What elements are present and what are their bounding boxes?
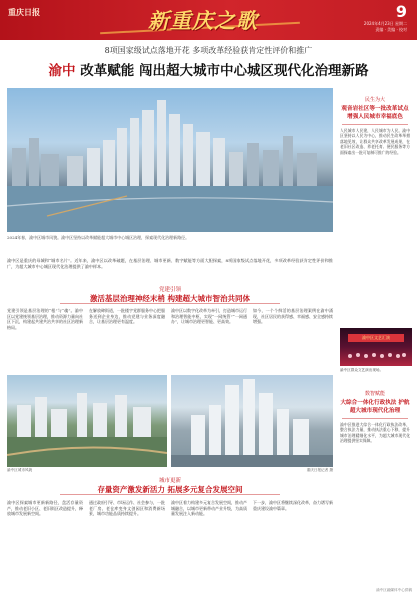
section1-column-3: 渝中区以数字化改革为牵引，打造城市运行和治理智能中枢，实现“一网统管”“一网通办”，让城市治理更智能、更高效。 [171, 308, 247, 325]
sidebar2-kicker: 数智赋能 [364, 391, 385, 397]
sidebar-story-1 [338, 88, 412, 155]
section1-column-4: 如今，一个个鲜活的基层治理案例在渝中涌现，社区居民的获得感、幸福感、安全感持续增强。 [253, 308, 333, 325]
page-number: 9 [395, 2, 407, 21]
section2-column-1: 渝中区探索城市更新新路径，盘活存量资产，推动老旧小区、老旧街区改造提升，释放城市发展新空间。 [7, 500, 83, 517]
right-photo-caption: 重庆日报记者 摄 [306, 468, 333, 472]
headline-place: 渝中 [48, 63, 76, 79]
main-photo-caption: 2024年春，渝中区城市风貌。渝中区坚持以改革赋能超大城市中心城区治理，探索现代化治理新路径。 [7, 235, 190, 240]
masthead [0, 0, 417, 40]
section1-column-2: 在解放碑街道，一批楼宇党群服务中心把服务送到企业身边，推动党建与业务深度融合，让基层治理更有温度。 [89, 308, 165, 325]
skyline-illustration [7, 88, 333, 232]
district-illustration [7, 375, 167, 467]
section2-divider [60, 494, 280, 495]
section2-title: 存量资产激发新活力 拓展多元复合发展空间 [97, 485, 243, 494]
stage-banner: 渝中区文艺汇演 [348, 334, 404, 342]
left-photo-caption: 渝中区城市风貌 [7, 468, 33, 472]
article-subhead: 8项国家级试点落地开花 多项改革经验获肯定性评价和推广 [104, 46, 313, 55]
district-aerial-photo [7, 375, 167, 467]
sidebar1-kicker: 民生为大 [364, 97, 385, 103]
article-lead: 渝中区是重庆的母城和“城市名片”。近年来，渝中区以改革破题，在基层治理、城市更新、数字赋能等方面大胆探索，8项国家级试点落地开花，多项改革经验获肯定性评价和推广，为超大城市中心城区现代化治理提供了渝中样本。 [7, 258, 333, 269]
section2-column-3: 渝中区着力构建多元复合发展空间，推动产城融合，以城市更新带动产业升级，为高质量发展注入新动能。 [171, 500, 247, 517]
stage-performance-photo [340, 328, 412, 366]
section1-kicker: 党建引领 [158, 287, 181, 293]
section2-column-2: 通过政府引导、市场运作、社会参与，一批老厂房、老仓库变身文创园区和消费新场景，城市功能品质持续提升。 [89, 500, 165, 517]
article-headline [0, 59, 417, 79]
sidebar2-divider [342, 418, 408, 419]
tower-illustration [171, 375, 333, 467]
masthead-date: 2024年4月23日 星期二 [363, 21, 407, 26]
section1-divider [60, 303, 280, 304]
sidebar-footer-note: 渝中区融媒体中心供稿 [376, 588, 412, 592]
column-title: 新重庆之歌 [148, 8, 258, 33]
city-skyline-photo [7, 88, 333, 232]
section2-column-4: 下一步，渝中区将继续深化改革，奋力谱写新重庆建设渝中篇章。 [253, 500, 333, 511]
masthead-editors: 责编 · 美编 · 校对 [375, 27, 407, 32]
sidebar-story-2 [338, 382, 412, 444]
sidebar1-body: 人民城市人民建，人民城市为人民。渝中区坚持以人民为中心，推动民生改革举措落地见效，让群众共享改革发展成果，在老旧社区改造、养老托育、便民服务等方面探索出一批可复制可推广的经验。 [340, 128, 410, 155]
section1-column-1: 党建引领是基层治理的“根”与“魂”。渝中区以党建统领基层治理，推动资源力量向社区下沉，构建起共建共治共享的社区治理新格局。 [7, 308, 83, 331]
stage-photo-caption: 渝中区群众文艺演出现场。 [340, 368, 384, 372]
sidebar1-divider [342, 124, 408, 125]
paper-name: 重庆日报 [8, 7, 40, 17]
sidebar2-title: 大综合一体化行政执法 护航超大城市现代化治理 [340, 400, 410, 414]
masthead-meta [364, 21, 407, 33]
headline-text: 改革赋能 闯出超大城市中心城区现代化治理新路 [80, 63, 369, 79]
section2-kicker: 城市更新 [158, 478, 181, 484]
sidebar1-title: 观音岩社区等一批改革试点 增强人民城市幸福底色 [341, 106, 409, 120]
sidebar2-body: 渝中区推进大综合一体化行政执法改革，整合执法力量，推动执法重心下移，提升城市治理精细化水平，为超大城市现代化治理提供坚实保障。 [340, 422, 410, 444]
section1-title: 激活基层治理神经末梢 构建超大城市智治共同体 [89, 294, 251, 303]
cbd-tower-photo [171, 375, 333, 467]
